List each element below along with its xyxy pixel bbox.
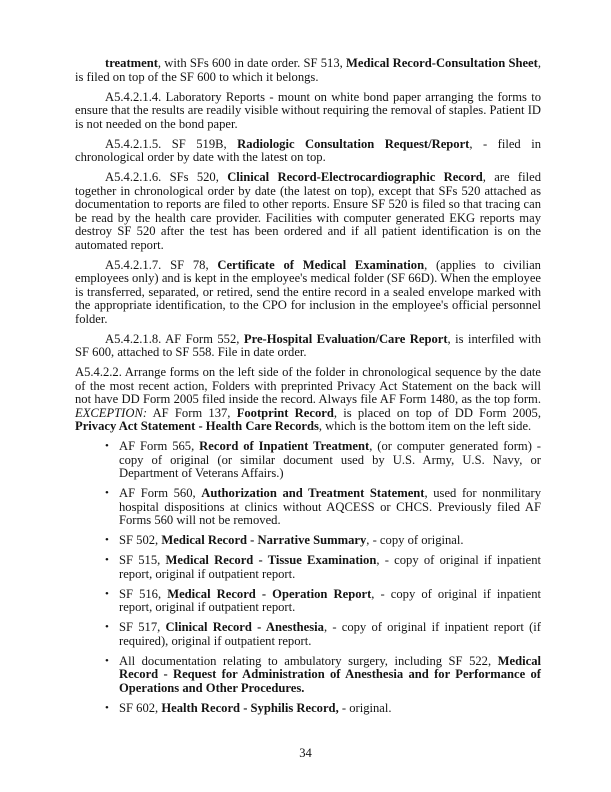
text-segment: SF 602,	[119, 700, 162, 715]
paragraph	[75, 91, 541, 132]
text-segment: Health Record - Syphilis Record,	[161, 700, 339, 715]
text-segment: , is placed on top of DD Form 2005,	[333, 405, 542, 420]
text-segment: treatment	[105, 56, 158, 70]
text-segment: Footprint Record	[236, 405, 334, 420]
text-segment: A5.4.2.1.4. Laboratory Reports - mount on white bond paper arranging the forms to ensure that the results are readily visible without requiring the removal of staples. Patient ID is not needed on the bond paper.	[75, 89, 541, 131]
bullet-item	[105, 621, 541, 648]
text-segment: Clinical Record - Anesthesia	[165, 620, 324, 634]
paragraph	[75, 366, 541, 434]
text-segment: , is filed on top of the SF 600 to which it belongs.	[75, 56, 541, 84]
text-segment: Pre-Hospital Evaluation/Care Report	[243, 331, 448, 346]
bullet-item	[105, 440, 541, 481]
text-segment: , used for nonmilitary hospital dispositions at clinics without AQCESS or CHCS. Previously filed AF Forms 560 will not be removed.	[119, 486, 541, 527]
text-segment: , is interfiled with SF 600, attached to SF 558. File in date order.	[75, 331, 541, 359]
paragraph	[75, 57, 541, 84]
bullet-marker-icon: •	[105, 440, 109, 452]
bullet-marker-icon: •	[105, 654, 109, 667]
bullet-text	[119, 587, 541, 615]
paragraph	[75, 259, 541, 327]
text-segment: , - copy of original if inpatient report, original if outpatient report.	[119, 586, 541, 614]
text-segment: EXCEPTION:	[75, 405, 148, 420]
text-segment: SF 516,	[119, 586, 168, 601]
text-segment: - original.	[338, 700, 392, 715]
text-segment: AF Form 560,	[119, 486, 202, 500]
bullet-text	[119, 620, 541, 648]
text-segment: , - copy of original.	[366, 533, 464, 547]
paragraph	[75, 138, 541, 165]
text-segment: Medical Record - Narrative Summary	[161, 533, 367, 547]
text-segment: Medical Record - Request for Administration of Anesthesia and for Performance of Operations and Other Procedures.	[119, 653, 541, 695]
text-segment: SF 515,	[119, 553, 166, 567]
bullet-marker-icon: •	[105, 554, 109, 566]
bullet-marker-icon: •	[105, 487, 109, 499]
text-segment: SF 517,	[119, 620, 166, 634]
text-segment: AF Form 137,	[147, 405, 237, 420]
paragraph	[75, 333, 541, 360]
text-segment: A5.4.2.1.8. AF Form 552,	[105, 331, 244, 346]
text-segment: Certificate of Medical Examination	[217, 257, 425, 272]
bullet-text	[119, 701, 392, 715]
document-body	[75, 57, 541, 722]
text-segment: Radiologic Consultation Request/Report	[237, 136, 470, 151]
paragraph	[75, 171, 541, 252]
bullet-item	[105, 554, 541, 581]
bullet-text	[119, 553, 541, 581]
text-segment: , with SFs 600 in date order. SF 513,	[157, 56, 347, 70]
bullet-item	[105, 702, 541, 716]
text-segment: Medical Record - Tissue Examination	[165, 553, 377, 567]
bullet-text	[119, 533, 464, 547]
bullet-text	[119, 486, 541, 527]
text-segment: A5.4.2.1.6. SFs 520,	[105, 170, 228, 184]
text-segment: , are filed together in chronological order by date (the latest on top), except that SFs 520 attached as documentation to reports are filed to other reports. Ensure SF 520 is filed so that tracing can be read by the health care provider. Facilities with computer generated EKG reports may destroy SF 520 after the test has been ordered and if all patient identification is on the automated report.	[75, 170, 542, 252]
text-segment: A5.4.2.1.5. SF 519B,	[105, 136, 238, 151]
text-segment: Authorization and Treatment Statement	[201, 486, 425, 500]
text-segment: Clinical Record-Electrocardiographic Record	[227, 170, 483, 184]
text-segment: Record of Inpatient Treatment	[199, 439, 370, 453]
text-segment: AF Form 565,	[119, 439, 200, 453]
text-segment: SF 502,	[119, 533, 162, 547]
text-segment: All documentation relating to ambulatory surgery, including SF 522,	[119, 653, 498, 668]
page-number: 34	[299, 746, 312, 760]
bullet-item	[105, 487, 541, 528]
text-segment: , (applies to civilian employees only) and is kept in the employee's medical folder (SF 66D). When the employee is transferred, separated, or retired, send the entire record in a sealed envelope marked with the appropriate identification, to the CPO for inclusion in the employee's official personnel folder.	[75, 257, 541, 326]
bullet-marker-icon: •	[105, 534, 109, 546]
text-segment: , - copy of original if inpatient report, original if outpatient report.	[119, 553, 541, 581]
bullet-text	[119, 654, 541, 695]
text-segment: A5.4.2.2. Arrange forms on the left side of the folder in chronological sequence by the date of the most recent action, Folders with preprinted Privacy Act Statement on the back will not have DD Form 2005 filed inside the record. Always file AF Form 1480, as the top form.	[75, 365, 541, 406]
bullet-text	[119, 439, 541, 480]
bullet-item	[105, 534, 541, 548]
bullet-marker-icon: •	[105, 701, 109, 714]
bullet-marker-icon: •	[105, 587, 109, 600]
text-segment: , which is the bottom item on the left side.	[318, 419, 532, 433]
bullet-item	[105, 588, 541, 615]
bullet-marker-icon: •	[105, 621, 109, 633]
text-segment: , (or computer generated form) - copy of original (or similar document used by U.S. Army, U.S. Navy, or Department of Veterans Affairs.)	[119, 439, 541, 480]
bullet-item	[105, 655, 541, 696]
text-segment: , - filed in chronological order by date with the latest on top.	[75, 136, 541, 164]
text-segment: , - copy of original if inpatient report (if required), original if outpatient report.	[119, 620, 541, 648]
text-segment: Privacy Act Statement - Health Care Records	[75, 419, 319, 433]
text-segment: Medical Record-Consultation Sheet	[346, 56, 538, 70]
text-segment: Medical Record - Operation Report	[167, 586, 372, 601]
text-segment: A5.4.2.1.7. SF 78,	[105, 257, 218, 272]
